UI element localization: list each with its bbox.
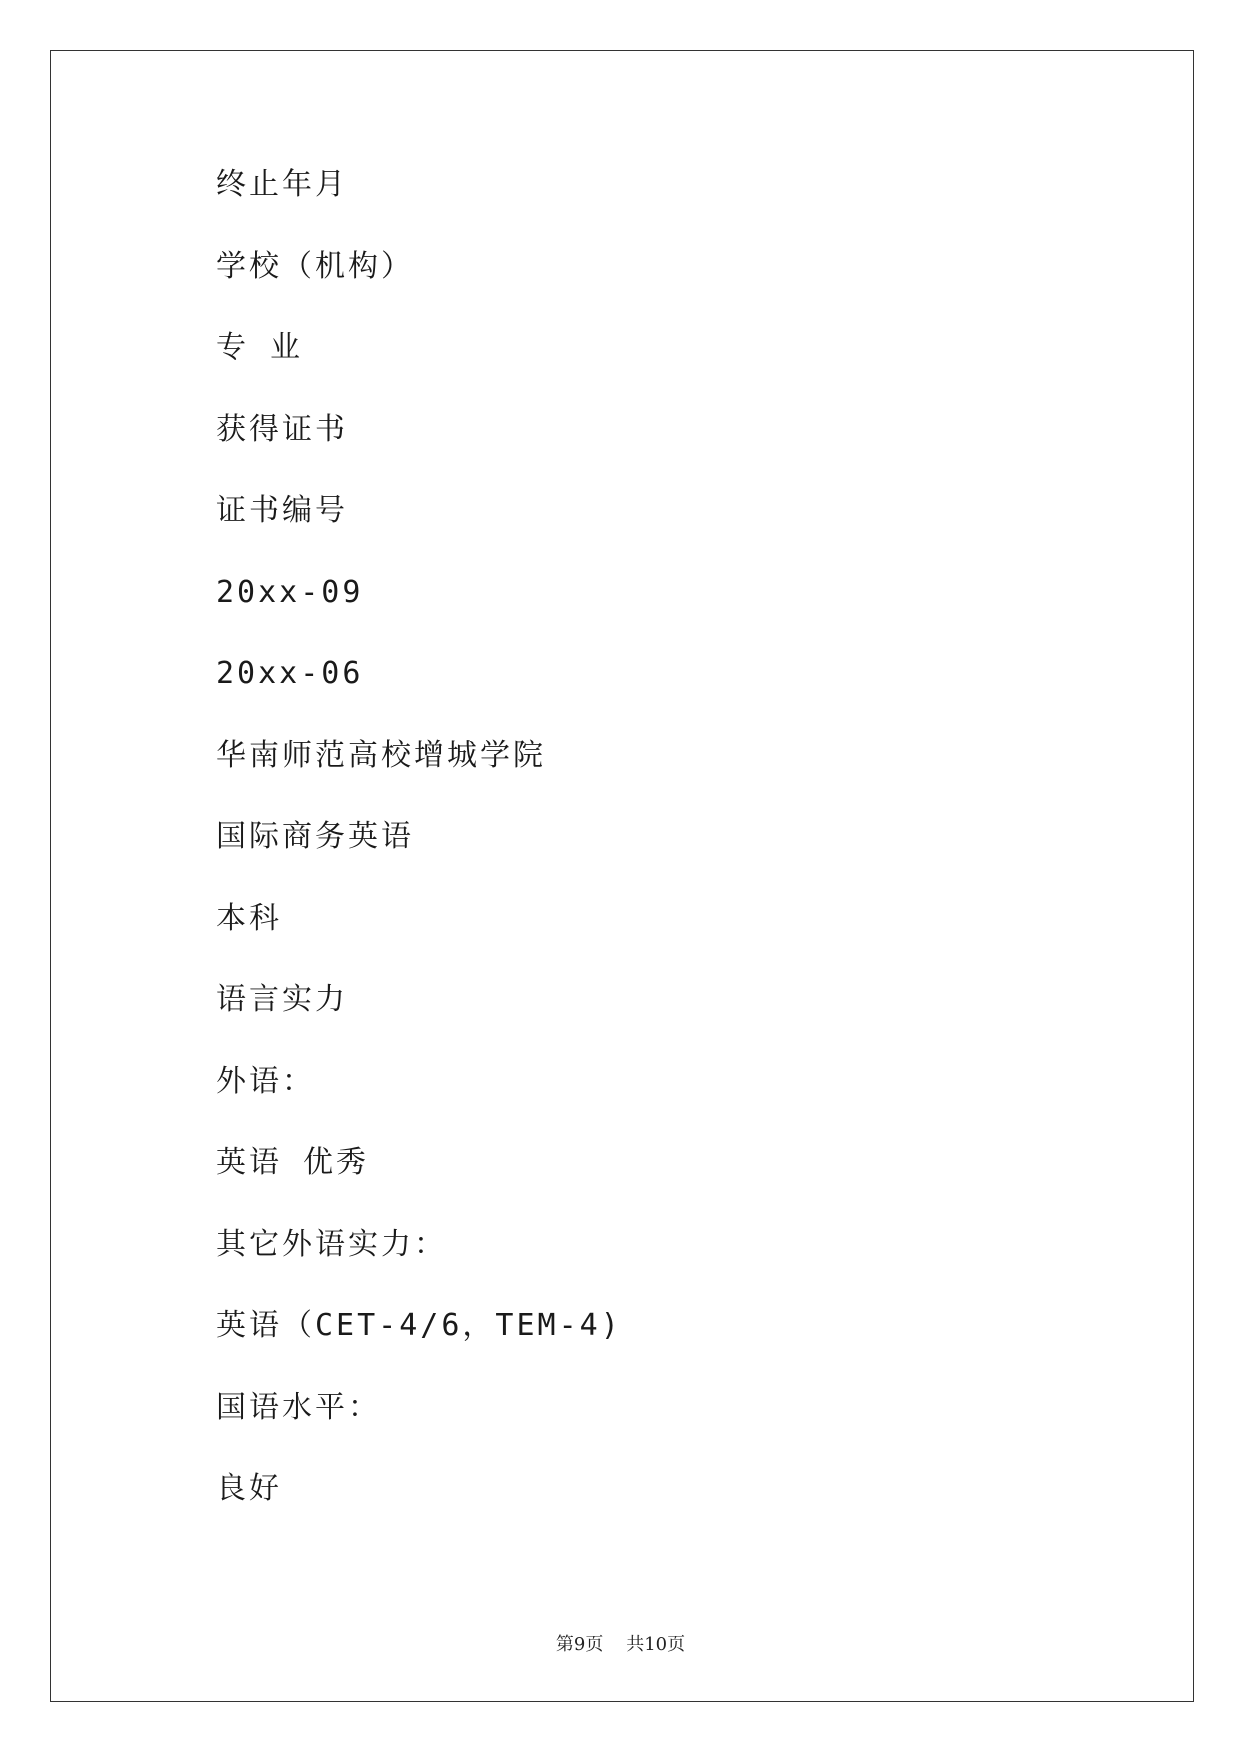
text-line: 20xx-06	[216, 656, 364, 691]
text-line: 终止年月	[216, 167, 348, 202]
text-line: 学校（机构）	[216, 248, 414, 284]
page-number: 第9页	[555, 1634, 604, 1655]
text-line: 外语：	[216, 1063, 315, 1099]
text-line: 英语 优秀	[216, 1145, 370, 1180]
text-line: 英语（CET-4/6，TEM-4)	[216, 1308, 622, 1343]
text-line: 国语水平：	[216, 1389, 381, 1425]
text-line: 华南师范高校增城学院	[216, 737, 546, 773]
text-line: 本科	[216, 900, 282, 936]
text-line: 20xx-09	[216, 574, 364, 610]
page-total: 共10页	[626, 1634, 686, 1655]
text-line: 国际商务英语	[216, 819, 414, 854]
text-line: 良好	[216, 1471, 282, 1506]
text-line: 其它外语实力：	[216, 1226, 447, 1262]
text-line: 证书编号	[216, 493, 348, 528]
document-body	[216, 165, 622, 1551]
text-line: 专 业	[216, 330, 304, 365]
page-footer	[0, 1630, 1241, 1656]
text-line: 获得证书	[216, 411, 348, 447]
text-line: 语言实力	[216, 982, 348, 1017]
